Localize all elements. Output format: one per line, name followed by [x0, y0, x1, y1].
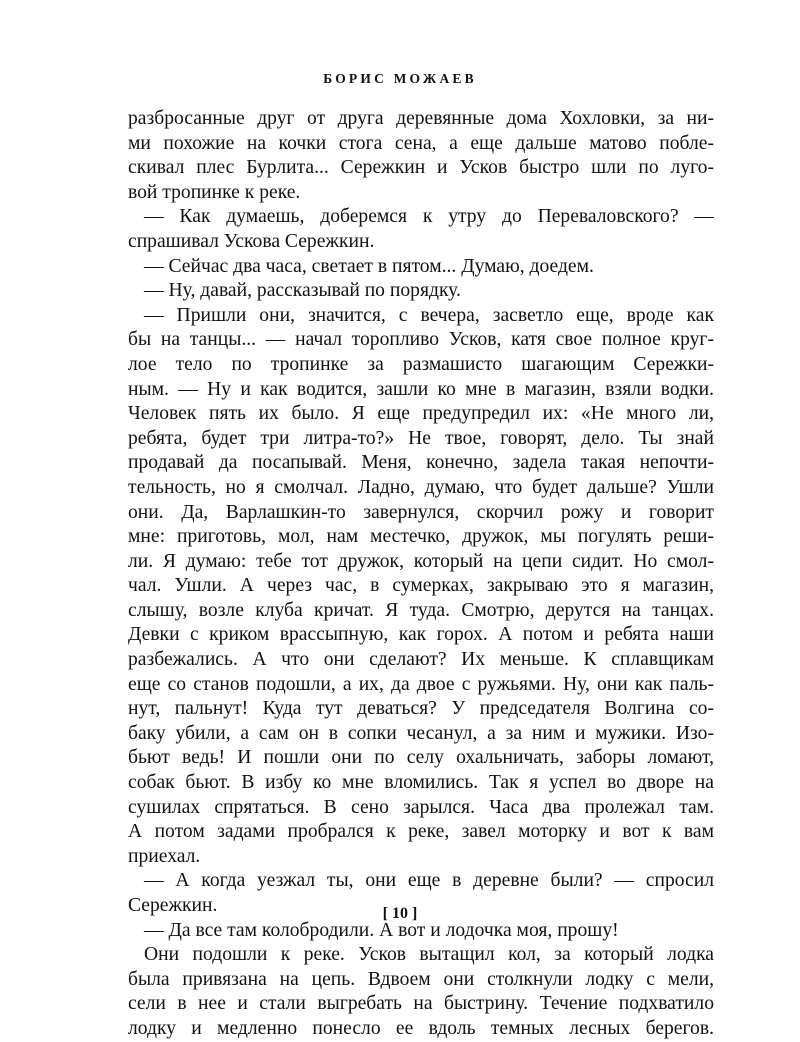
text-line: бы на танцы... — начал торопливо Усков, катя свое полное круг-	[128, 329, 714, 351]
text-line: Сережкин.	[128, 895, 218, 916]
text-line: Человек пять их было. Я еще предупредил их: «Не много ли,	[128, 403, 714, 425]
text-line: продавай да посапывай. Меня, конечно, задела такая непочти-	[128, 452, 714, 474]
text-line: ли. Я думаю: тебе тот дружок, который на цепи сидит. Но смол-	[128, 550, 714, 572]
text-line: бьют ведь! И пошли они по селу охальничать, заборы ломают,	[128, 747, 714, 769]
text-line: сели в нее и стали выгребать на быстрину. Течение подхватило	[128, 993, 714, 1015]
text-line: Девки с криком врассыпную, как горох. А потом и ребята наши	[128, 624, 714, 646]
text-line: ребята, будет три литра-то?» Не твое, говорят, дело. Ты знай	[128, 427, 714, 449]
text-line: они. Да, Варлашкин-то завернулся, скорчил рожу и говорит	[128, 501, 714, 523]
text-line: сушилах спрятаться. В сено зарылся. Часа два пролежал там.	[128, 796, 714, 818]
text-line: — Пришли они, значится, с вечера, засветло еще, вроде как	[144, 304, 714, 326]
text-line: — Да все там колобродили. А вот и лодочка моя, прошу!	[144, 919, 619, 941]
text-line: еще со станов подошли, а их, да двое с ружьями. Ну, они как паль-	[128, 673, 714, 695]
text-line: разбросанные друг от друга деревянные дома Хохловки, за ни-	[128, 108, 714, 129]
text-line: ми похожие на кочки стога сена, а еще дальше матово поблe-	[128, 132, 714, 154]
running-head-author: БОРИС МОЖАЕВ	[323, 71, 477, 86]
text-line: вой тропинке к реке.	[128, 181, 301, 203]
text-line: — Ну, давай, рассказывай по порядку.	[144, 280, 461, 302]
text-line: — Сейчас два часа, светает в пятом... Думаю, доедем.	[144, 255, 594, 277]
text-line: ным. — Ну и как водится, зашли ко мне в магазин, взяли водки.	[128, 378, 714, 400]
text-line: чал. Ушли. А через час, в сумерках, закрываю это я магазин,	[128, 575, 714, 597]
text-line: — Как думаешь, доберемся к утру до Переваловского? —	[144, 206, 714, 228]
text-line: скивал плес Бурлита... Сережкин и Усков быстро шли по луго-	[128, 157, 714, 179]
body-text	[128, 107, 714, 1042]
text-line: А потом задами пробрался к реке, завел моторку и вот к вам	[128, 821, 714, 843]
text-line: мне: приготовь, мол, нам местечко, дружок, мы погулять реши-	[128, 526, 714, 548]
text-line: собак бьют. В избу ко мне вломились. Так я успел во дворе на	[128, 772, 714, 794]
text-line: спрашивал Ускова Сережкин.	[128, 230, 375, 252]
text-line: — А когда уезжал ты, они еще в деревне были? — спросил	[144, 870, 714, 892]
text-line: лодку и медленно понесло ее вдоль темных лесных берегов.	[128, 1017, 714, 1039]
text-line: слышу, возле клуба кричат. Я туда. Смотрю, дерутся на танцах.	[128, 599, 714, 621]
text-line: лое тело по тропинке за размашисто шагающим Сережки-	[128, 353, 714, 375]
text-line: приехал.	[128, 845, 201, 867]
text-line: нут, пальнут! Куда тут деваться? У председателя Волгина со-	[128, 698, 714, 720]
text-line: была привязана на цепь. Вдвоем они столкнули лодку с мели,	[128, 968, 714, 990]
page-number: [ 10 ]	[382, 905, 418, 922]
text-line: баку убили, а сам он в сопки чесанул, а за ним и мужики. Изо-	[128, 722, 714, 744]
text-line: разбежались. А что они сделают? Их меньше. К сплавщикам	[128, 649, 714, 671]
text-line: Они подошли к реке. Усков вытащил кол, за который лодка	[144, 944, 714, 966]
text-line: тельность, но я смолчал. Ладно, думаю, что будет дальше? Ушли	[128, 476, 714, 498]
